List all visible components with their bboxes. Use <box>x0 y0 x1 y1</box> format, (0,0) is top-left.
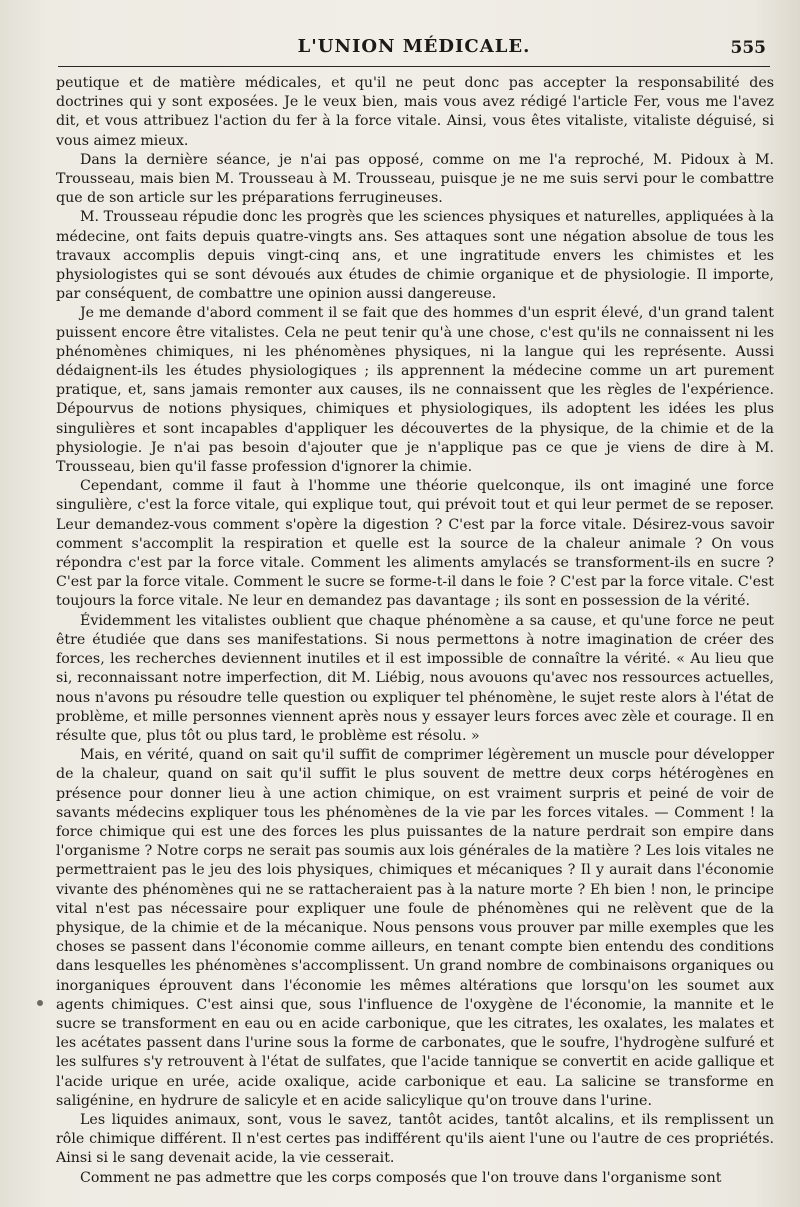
paragraph-7: Mais, en vérité, quand on sait qu'il suffit de comprimer légèrement un muscle pour développer de la chaleur, quand on sait qu'il suffit le plus souvent de mettre deux corps hétérogènes en présence pour donner lieu à une action chimique, on est vraiment surpris et peiné de voir de savants médecins expliquer tous les phénomènes de la vie par les forces vitales. — Comment ! la force chimique qui est une des forces les plus puissantes de la nature perdrait son empire dans l'organisme ? Notre corps ne serait pas soumis aux lois générales de la matière ? Les lois vitales ne permettraient pas le jeu des lois physiques, chimiques et mécaniques ? Il y aurait dans l'économie vivante des phénomènes qui ne se rattacheraient pas à la nature morte ? Eh bien ! non, le principe vital n'est pas nécessaire pour expliquer une foule de phénomènes qui ne relèvent que de la physique, de la chimie et de la mécanique. Nous pensons vous prouver par mille exemples que les choses se passent dans l'économie comme ailleurs, en tenant compte bien entendu des conditions dans lesquelles les phénomènes s'accomplissent. Un grand nombre de combinaisons organiques ou inorganiques éprouvent dans l'économie les mêmes altérations que lorsqu'on les soumet aux agents chimiques. C'est ainsi que, sous l'influence de l'oxygène de l'économie, la mannite et le sucre se transforment en eau ou en acide carbonique, que les citrates, les oxalates, les malates et les acétates passent dans l'urine sous la forme de carbonates, que le soufre, l'hydrogène sulfuré et les sulfures s'y retrouvent à l'état de sulfates, que l'acide tannique se convertit en acide gallique et l'acide urique en urée, acide oxalique, acide carbonique et eau. La salicine se transforme en saligénine, en hydrure de salicyle et en acide salicylique qu'on trouve dans l'urine. <box>56 747 774 1109</box>
paragraph-2: Dans la dernière séance, je n'ai pas opposé, comme on me l'a reproché, M. Pidoux à M. Trousseau, mais bien M. Trousseau à M. Trousseau, puisque je ne me suis servi pour le combattre que de son article sur les préparations ferrugineuses. <box>56 151 774 207</box>
body-text <box>56 74 774 1188</box>
paragraph-4: Je me demande d'abord comment il se fait que des hommes d'un esprit élevé, d'un grand talent puissent encore être vitalistes. Cela ne peut tenir qu'à une chose, c'est qu'ils ne connaissent ni les phénomènes chimiques, ni les phénomènes physiques, ni la langue qui les représente. Aussi dédaignent-ils les études physiologiques ; ils apprennent la médecine comme un art purement pratique, et, sans jamais remonter aux causes, ils ne connaissent que les règles de l'expérience. Dépourvus de notions physiques, chimiques et physiologiques, ils adoptent les idées les plus singulières et sont incapables d'appliquer les découvertes de la physique, de la chimie et de la physiologie. Je n'ai pas besoin d'ajouter que je n'applique pas ce que je viens de dire à M. Trousseau, bien qu'il fasse profession d'ignorer la chimie. <box>56 305 774 476</box>
page-number: 555 <box>730 38 766 58</box>
running-title: L'UNION MÉDICALE. <box>297 36 531 57</box>
paragraph-5: Cependant, comme il faut à l'homme une théorie quelconque, ils ont imaginé une force singulière, c'est la force vitale, qui explique tout, qui prévoit tout et qui leur permet de se reposer. Leur demandez-vous comment s'opère la digestion ? C'est par la force vitale. Désirez-vous savoir comment s'accomplit la respiration et quelle est la source de la chaleur animale ? On vous répondra c'est par la force vitale. Comment les aliments amylacés se transforment-ils en sucre ? C'est par la force vitale. Comment le sucre se forme-t-il dans le foie ? C'est par la force vitale. C'est toujours la force vitale. Ne leur en demandez pas davantage ; ils sont en possession de la vérité. <box>56 478 774 610</box>
paragraph-1: peutique et de matière médicales, et qu'il ne peut donc pas accepter la responsabilité des doctrines qui y sont exposées. Je le veux bien, mais vous avez rédigé l'article Fer, vous me l'avez dit, et vous attribuez l'action du fer à la force vitale. Ainsi, vous êtes vitaliste, vitaliste déguisé, si vous aimez mieux. <box>56 75 774 149</box>
paragraph-6: Évidemment les vitalistes oublient que chaque phénomène a sa cause, et qu'une force ne peut être étudiée que dans ses manifestations. Si nous permettons à notre imagination de créer des forces, les recherches deviennent inutiles et il est impossible de connaître la vérité. « Au lieu que si, reconnaissant notre imperfection, dit M. Liébig, nous avouons qu'avec nos ressources actuelles, nous n'avons pu résoudre telle question ou expliquer tel phénomène, le sujet reste alors à l'état de problème, et mille personnes viennent après nous y essayer leurs forces avec zèle et courage. Il en résulte que, plus tôt ou plus tard, le problème est résolu. » <box>56 612 774 744</box>
paragraph-8: Les liquides animaux, sont, vous le savez, tantôt acides, tantôt alcalins, et ils remplissent un rôle chimique différent. Il n'est certes pas indifférent qu'ils aient l'une ou l'autre de ces propriétés. Ainsi si le sang devenait acide, la vie cesserait. <box>56 1111 774 1167</box>
ink-stain <box>37 1000 43 1006</box>
paragraph-3: M. Trousseau répudie donc les progrès que les sciences physiques et naturelles, appliquées à la médecine, ont faits depuis quatre-vingts ans. Ses attaques sont une négation absolue de tous les travaux accomplis depuis vingt-cinq ans, et une ingratitude envers les chimistes et les physiologistes qui se sont dévoués aux études de chimie organique et de physiologie. Il importe, par conséquent, de combattre une opinion aussi dangereuse. <box>56 209 774 303</box>
header-rule <box>58 66 770 67</box>
page-header <box>56 34 772 68</box>
paragraph-9: Comment ne pas admettre que les corps composés que l'on trouve dans l'organisme sont <box>80 1169 722 1186</box>
